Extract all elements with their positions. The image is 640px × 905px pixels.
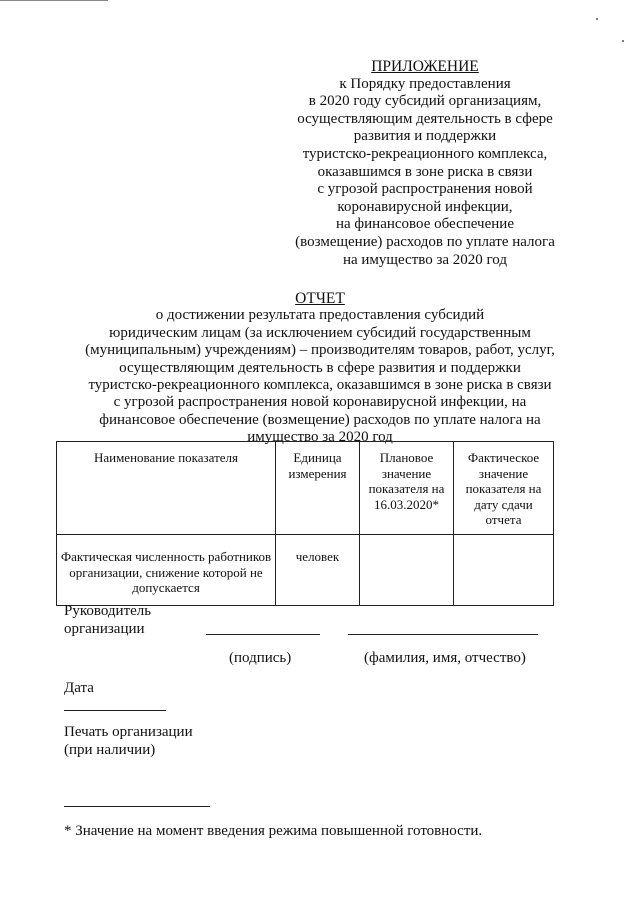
report-line: имущество за 2020 год [247, 429, 393, 446]
appendix-line: оказавшимся в зоне риска в связи [317, 163, 533, 180]
report-line: туристско-рекреационного комплекса, оказавшимся в зоне риска в связи [88, 377, 552, 394]
head-label-line1: Руководитель [64, 603, 152, 619]
footnote: * Значение на момент введения режима повышенной готовности. [64, 823, 483, 839]
date-label: Дата [64, 680, 94, 696]
appendix-line: туристско-рекреационного комплекса, [302, 145, 548, 162]
appendix-line: осуществляющим деятельность в сфере [297, 110, 553, 127]
report-line: о достижении результата предоставления субсидий [155, 307, 485, 324]
header-indicator-name: Наименование показателя [57, 442, 276, 535]
cell-unit: человек [276, 535, 360, 606]
cell-actual-value [454, 535, 554, 606]
appendix-block [250, 58, 600, 269]
report-line: с угрозой распространения новой коронавирусной инфекции, на [113, 394, 527, 411]
header-planned-value: Плановое значение показателя на 16.03.2020* [360, 442, 454, 535]
cell-planned-value [360, 535, 454, 606]
stamp-label-line2: (при наличии) [64, 742, 156, 758]
appendix-line: в 2020 году субсидий организациям, [308, 93, 542, 110]
appendix-line: коронавирусной инфекции, [337, 198, 513, 215]
full-name-caption: (фамилия, имя, отчество) [364, 650, 526, 666]
table-row [57, 535, 554, 606]
report-line: осуществляющим деятельность в сфере развития и поддержки [119, 359, 521, 376]
top-rule [0, 0, 108, 1]
signature-caption: (подпись) [229, 650, 292, 666]
report-block [30, 290, 610, 447]
report-line: финансовое обеспечение (возмещение) расходов по уплате налога на [99, 411, 541, 428]
appendix-line: (возмещение) расходов по уплате налога [295, 233, 555, 250]
scan-speck [622, 40, 624, 42]
table-header-row [57, 442, 554, 535]
appendix-heading: ПРИЛОЖЕНИЕ [371, 58, 479, 75]
indicators-table [56, 441, 554, 606]
appendix-line: на финансовое обеспечение [336, 216, 514, 233]
footnote-rule [64, 806, 210, 807]
appendix-line: на имущество за 2020 год [342, 251, 508, 268]
full-name-line [348, 634, 538, 635]
appendix-line: развития и поддержки [353, 128, 497, 145]
appendix-line: к Порядку предоставления [339, 75, 511, 92]
report-line: юридическим лицам (за исключением субсидий государственным [109, 324, 531, 341]
scan-speck [596, 18, 598, 20]
report-title: ОТЧЕТ [295, 290, 345, 307]
date-line [64, 710, 166, 711]
appendix-line: с угрозой распространения новой [317, 181, 533, 198]
header-actual-value: Фактическое значение показателя на дату сдачи отчета [454, 442, 554, 535]
head-label-line2: организации [64, 621, 145, 637]
stamp-label-line1: Печать организации [64, 724, 193, 740]
signature-line [206, 634, 320, 635]
header-unit: Единица измерения [276, 442, 360, 535]
cell-indicator-name: Фактическая численность работников организации, снижение которой не допускается [57, 535, 276, 606]
report-line: (муниципальным) учреждениям) – производителям товаров, работ, услуг, [85, 342, 555, 359]
